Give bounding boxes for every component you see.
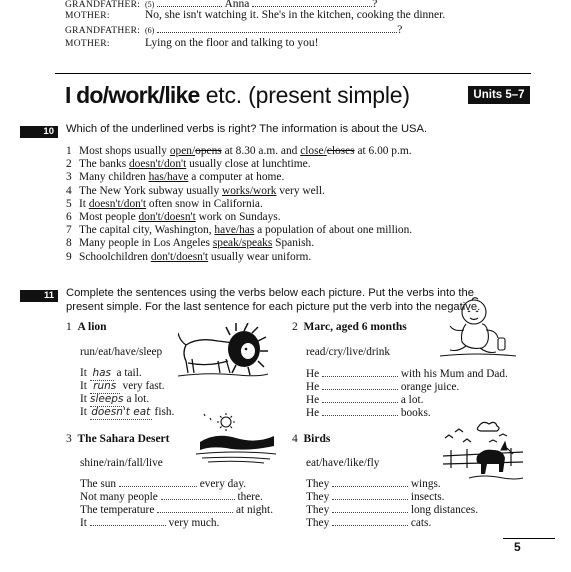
dialogue-line-3: [65, 23, 402, 36]
answer-blank: [332, 516, 408, 526]
option-underlined: doesn't/don't: [88, 197, 147, 210]
list-item: [66, 171, 412, 184]
title-main: I do/work/like: [65, 82, 200, 108]
picture-heading: [66, 433, 170, 445]
sentence-start: It: [80, 406, 90, 418]
answer-blank: [252, 0, 372, 7]
list-item: [66, 224, 412, 237]
gap-number: (6): [145, 26, 155, 35]
sentence-end: a lot.: [123, 393, 150, 405]
option-underlined: doesn't/don't: [128, 158, 187, 171]
speaker-label: MOTHER:: [65, 39, 110, 49]
answer-blank: [157, 503, 233, 513]
birds-illustration: [443, 420, 525, 488]
handwritten-answer: doesn't eat: [91, 406, 151, 418]
lion-illustration: [178, 323, 270, 379]
exercise-number-badge: 11: [20, 290, 58, 302]
sentence-start: Not many people: [80, 491, 158, 503]
answer-blank: [322, 380, 398, 390]
sentence-start: It: [80, 517, 87, 529]
sentence-line: [80, 367, 142, 380]
exercise-10-list: [66, 145, 412, 264]
item-number: 1: [66, 145, 72, 157]
sentence-end: cats.: [410, 517, 432, 529]
verb-list: eat/have/like/fly: [306, 457, 380, 469]
item-text: Most people: [79, 210, 139, 223]
handwritten-answer: runs: [93, 380, 117, 392]
option-underlined: have/has: [214, 224, 255, 237]
speaker-label: GRANDFATHER:: [65, 26, 141, 36]
sentence-start: He: [306, 368, 320, 380]
item-number: 2: [66, 158, 72, 171]
option-crossed-out: closes: [326, 145, 355, 157]
item-text: Spanish.: [272, 237, 315, 250]
handwritten-answer: sleeps: [90, 393, 124, 405]
exercise-instruction: Which of the underlined verbs is right? The information is about the USA.: [66, 123, 428, 135]
list-item: [66, 237, 412, 250]
answer-blank: [332, 490, 408, 500]
dialogue-line-4: [65, 37, 318, 49]
option-underlined: works/work: [222, 184, 277, 197]
option-underlined: close: [300, 145, 324, 157]
sentence-line: [306, 477, 441, 490]
sentence-start: The temperature: [80, 504, 155, 516]
sentence-line: [80, 393, 149, 406]
answer-blank: [332, 503, 408, 513]
answer-blank: [157, 0, 222, 7]
sentence-end: fish.: [151, 406, 175, 418]
section-title: [65, 82, 410, 109]
gap-number: (5): [145, 0, 155, 9]
list-item: [66, 145, 412, 158]
option-underlined: has/have: [148, 171, 189, 184]
sentence-start: They: [306, 504, 330, 516]
answer-blank: [90, 406, 152, 420]
sentence-start: He: [306, 394, 320, 406]
answer-blank: [322, 406, 398, 416]
item-text: work on Sundays.: [195, 210, 281, 223]
item-text: often snow in California.: [146, 197, 263, 210]
option-separator: /: [323, 145, 327, 157]
units-badge: Units 5–7: [468, 86, 530, 104]
dialogue-line-2: [65, 9, 445, 21]
exercise-instruction: present simple. For the last sentence for each picture put the verb into the negative.: [66, 301, 481, 313]
answer-blank: [90, 393, 124, 407]
sentence-line: [306, 393, 423, 406]
sentence-line: [80, 380, 165, 393]
sentence-end: a lot.: [400, 394, 424, 406]
item-number: 7: [66, 224, 72, 237]
desert-illustration: [196, 412, 276, 464]
option-underlined: don't/doesn't: [138, 210, 196, 223]
dialogue-punct: ?: [372, 0, 378, 10]
sentence-start: It: [80, 380, 90, 392]
picture-heading: [292, 433, 330, 445]
item-number: 6: [66, 210, 72, 223]
section-divider: [55, 73, 531, 74]
sentence-end: orange juice.: [400, 381, 460, 393]
item-text: Most shops usually: [79, 145, 170, 157]
dialogue-text: Lying on the floor and talking to you!: [145, 37, 319, 49]
sentence-line: [80, 406, 174, 419]
item-text: Schoolchildren: [79, 250, 151, 263]
sentence-line: [306, 490, 444, 503]
sentence-line: [306, 516, 431, 529]
title-rest: etc. (present simple): [199, 82, 410, 108]
sentence-end: very much.: [168, 517, 220, 529]
sentence-end: very fast.: [119, 380, 165, 392]
item-text: The banks: [79, 158, 129, 171]
sentence-start: The sun: [80, 478, 117, 490]
answer-blank: [90, 380, 120, 394]
sentence-line: [306, 367, 508, 380]
list-item: [66, 251, 412, 264]
sentence-line: [80, 516, 219, 529]
page-number: 5: [514, 540, 521, 554]
list-item: [66, 211, 412, 224]
picture-name: Marc, aged 6 months: [303, 321, 407, 333]
item-text: at 8.30 a.m. and: [221, 145, 301, 157]
sentence-start: He: [306, 407, 320, 419]
sentence-end: long distances.: [410, 504, 479, 516]
option-underlined: open: [169, 145, 192, 157]
option-underlined: speak/speaks: [212, 237, 273, 250]
dialogue-text: No, she isn't watching it. She's in the kitchen, cooking the dinner.: [145, 9, 446, 21]
answer-blank: [157, 23, 397, 33]
picture-number: 3: [66, 433, 72, 445]
sentence-end: at night.: [236, 504, 274, 516]
item-text: at 6.00 p.m.: [354, 145, 412, 157]
answer-blank: [119, 477, 197, 487]
verb-list: read/cry/live/drink: [306, 346, 391, 358]
sentence-end: insects.: [410, 491, 445, 503]
item-text: a population of about one million.: [254, 224, 413, 237]
speaker-label: MOTHER:: [65, 11, 110, 21]
exercise-instruction: Complete the sentences using the verbs below each picture. Put the verbs into the: [66, 287, 474, 299]
dialogue-text: Anna: [224, 0, 250, 10]
sentence-end: with his Mum and Dad.: [400, 368, 508, 380]
answer-blank: [322, 393, 398, 403]
sentence-start: They: [306, 517, 330, 529]
item-text: usually close at lunchtime.: [186, 158, 311, 171]
exercise-number-badge: 10: [20, 126, 58, 138]
item-text: a computer at home.: [188, 171, 285, 184]
sentence-start: They: [306, 478, 330, 490]
sentence-line: [306, 406, 431, 419]
sentence-line: [80, 477, 246, 490]
sentence-start: He: [306, 381, 320, 393]
sentence-end: there.: [237, 491, 263, 503]
picture-heading: [66, 321, 107, 333]
option-underlined: don't/doesn't: [150, 250, 209, 263]
item-text: Many children: [79, 171, 149, 184]
sentence-line: [306, 503, 478, 516]
item-text: The capital city, Washington,: [79, 224, 215, 237]
answer-blank: [332, 477, 408, 487]
sentence-line: [80, 490, 263, 503]
item-text: very well.: [276, 184, 325, 197]
list-item: [66, 185, 412, 198]
item-text: Many people in Los Angeles: [79, 237, 213, 250]
item-text: The New York subway usually: [79, 184, 223, 197]
list-item: [66, 198, 412, 211]
option-separator: /: [191, 145, 196, 157]
sentence-end: books.: [400, 407, 431, 419]
sentence-end: a tail.: [113, 367, 142, 379]
option-crossed-out: opens: [195, 145, 222, 157]
footer-rule: [503, 538, 555, 539]
item-number: 4: [66, 184, 72, 197]
answer-blank: [322, 367, 398, 377]
item-number: 8: [66, 237, 72, 250]
verb-list: run/eat/have/sleep: [80, 346, 163, 358]
picture-name: A lion: [77, 321, 107, 333]
speaker-label: GRANDFATHER:: [65, 0, 141, 10]
sentence-line: [80, 503, 273, 516]
verb-list: shine/rain/fall/live: [80, 457, 163, 469]
answer-blank: [90, 367, 114, 381]
item-number: 9: [66, 250, 72, 263]
picture-number: 1: [66, 321, 72, 333]
picture-name: Birds: [303, 433, 331, 445]
sentence-start: They: [306, 491, 330, 503]
sentence-start: It: [80, 367, 90, 379]
item-number: 5: [66, 197, 72, 210]
sentence-start: It: [80, 393, 90, 405]
picture-name: The Sahara Desert: [77, 433, 170, 445]
answer-blank: [161, 490, 235, 500]
sentence-end: wings.: [410, 478, 441, 490]
item-text: It: [79, 197, 89, 210]
item-number: 3: [66, 171, 72, 184]
item-text: usually wear uniform.: [208, 250, 312, 263]
sentence-end: every day.: [199, 478, 247, 490]
picture-number: 2: [292, 321, 298, 333]
dialogue-punct: ?: [397, 24, 403, 36]
baby-illustration: [438, 296, 518, 358]
answer-blank: [90, 516, 166, 526]
list-item: [66, 158, 412, 171]
picture-heading: [292, 321, 407, 333]
picture-number: 4: [292, 433, 298, 445]
sentence-line: [306, 380, 459, 393]
handwritten-answer: has: [92, 367, 112, 379]
